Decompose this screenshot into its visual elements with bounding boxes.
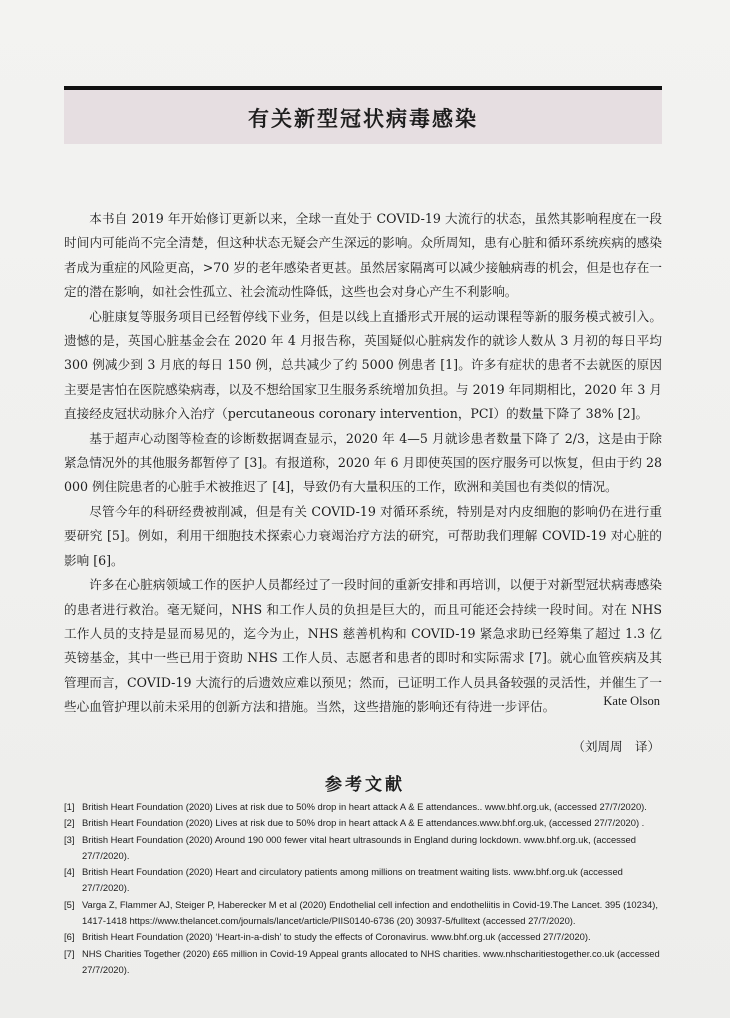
reference-item [64, 897, 664, 930]
reference-item [64, 815, 664, 831]
paragraph-3: 基于超声心动图等检查的诊断数据调查显示，2020 年 4—5 月就诊患者数量下降了 2/3，这是由于除紧急情况外的其他服务都暂停了 [3]。有报道称，2020 年 6 月即使英国的医疗服务可以恢复，但由于约 28 000 例住院患者的心脏手术被推迟了 [4]，导致仍有大量积压的工作，欧洲和美国也有类似的情况。 [64, 430, 662, 495]
reference-text: British Heart Foundation (2020) Lives at risk due to 50% drop in heart attack A & E attendances.www.bhf.org.uk, (accessed 27/7/2020) . [82, 817, 645, 829]
reference-number: [2] [64, 817, 75, 829]
reference-number: [6] [64, 931, 75, 943]
reference-number: [4] [64, 866, 75, 878]
reference-text: British Heart Foundation (2020) ‘Heart-in-a-dish’ to study the effects of Coronavirus. www.bhf.org.uk (accessed 27/7/2020). [82, 931, 591, 943]
references-heading: 参考文献 [325, 775, 405, 795]
paragraph-4: 尽管今年的科研经费被削减，但是有关 COVID-19 对循环系统，特别是对内皮细胞的影响仍在进行重要研究 [5]。例如，利用干细胞技术探索心力衰竭治疗方法的研究，可帮助我们理解 COVID-19 对心脏的影响 [6]。 [64, 503, 662, 568]
title-banner [64, 86, 662, 144]
author-name: Kate Olson [603, 694, 660, 708]
reference-text: Varga Z, Flammer AJ, Steiger P, Haberecker M et al (2020) Endothelial cell infection and endotheliitis in Covid-19.The Lancet. 395 (10234), 1417-1418 https://www.thelancet.com/journals/lancet/article/PIIS0140-6736 (20) 30937-5/fulltext (accessed 27/7/2020). [82, 898, 659, 927]
body-text [64, 207, 662, 720]
page-title: 有关新型冠状病毒感染 [248, 107, 478, 131]
reference-text: NHS Charities Together (2020) £65 million in Covid-19 Appeal grants allocated to NHS charities. www.nhscharitiestogether.co.uk (accessed 27/7/2020). [82, 947, 660, 975]
reference-text: British Heart Foundation (2020) Heart and circulatory patients among millions on treatment waiting lists. www.bhf.org.uk (accessed 27/7/2020). [82, 866, 623, 894]
paragraph-5: 许多在心脏病领域工作的医护人员都经过了一段时间的重新安排和再培训，以便于对新型冠状病毒感染的患者进行救治。毫无疑问，NHS 和工作人员的负担是巨大的，而且可能还会持续一段时间。对在 NHS 工作人员的支持是显而易见的，迄今为止，NHS 慈善机构和 COVID-19 紧急求助已经筹集了超过 1.3 亿英镑基金，其中一些已用于资助 NHS 工作人员、志愿者和患者的即时和实际需求 [7]。就心血管疾病及其管理而言，COVID-19 大流行的后遗效应难以预见；然而，已证明工作人员具备较强的灵活性，并催生了一些心血管护理以前未采用的创新方法和措施。当然，这些措施的影响还有待进一步评估。 [64, 577, 662, 715]
reference-item [64, 832, 664, 865]
reference-list [64, 799, 664, 978]
reference-text: British Heart Foundation (2020) Around 190 000 fewer vital heart ultrasounds in England during lockdown. www.bhf.org.uk, (accessed 27/7/2020). [82, 833, 636, 861]
reference-number: [5] [64, 898, 75, 910]
reference-text: British Heart Foundation (2020) Lives at risk due to 50% drop in heart attack A & E attendances.. www.bhf.org.uk, (accessed 27/7/2020). [82, 801, 647, 812]
reference-item [64, 799, 664, 815]
translator-credit: （刘周周 译） [572, 739, 660, 754]
reference-number: [1] [64, 801, 75, 812]
reference-item [64, 929, 664, 945]
paragraph-2: 心脏康复等服务项目已经暂停线下业务，但是以线上直播形式开展的运动课程等新的服务模式被引入。遗憾的是，英国心脏基金会在 2020 年 4 月报告称，英国疑似心脏病发作的就诊人数从 3 月初的每日平均 300 例减少到 3 月底的每日 150 例，总共减少了约 5000 例患者 [1]。许多有症状的患者不去就医的原因主要是害怕在医院感染病毒，以及不想给国家卫生服务系统增加负担。与 2019 年同期相比，2020 年 3 月直接经皮冠状动脉介入治疗（percutaneous coronary intervention，PCI）的数量下降了 38% [2]。 [64, 308, 662, 422]
reference-number: [7] [64, 947, 75, 959]
reference-item [64, 946, 664, 979]
reference-number: [3] [64, 833, 75, 845]
paragraph-1: 本书自 2019 年开始修订更新以来，全球一直处于 COVID-19 大流行的状态，虽然其影响程度在一段时间内可能尚不完全清楚，但这种状态无疑会产生深远的影响。众所周知，患有心脏和循环系统疾病的感染者成为重症的风险更高，>70 岁的老年感染者更甚。虽然居家隔离可以减少接触病毒的机会，但是也存在一定的潜在影响，如社会性孤立、社会流动性降低，这些也会对身心产生不利影响。 [64, 211, 662, 300]
reference-item [64, 864, 664, 897]
